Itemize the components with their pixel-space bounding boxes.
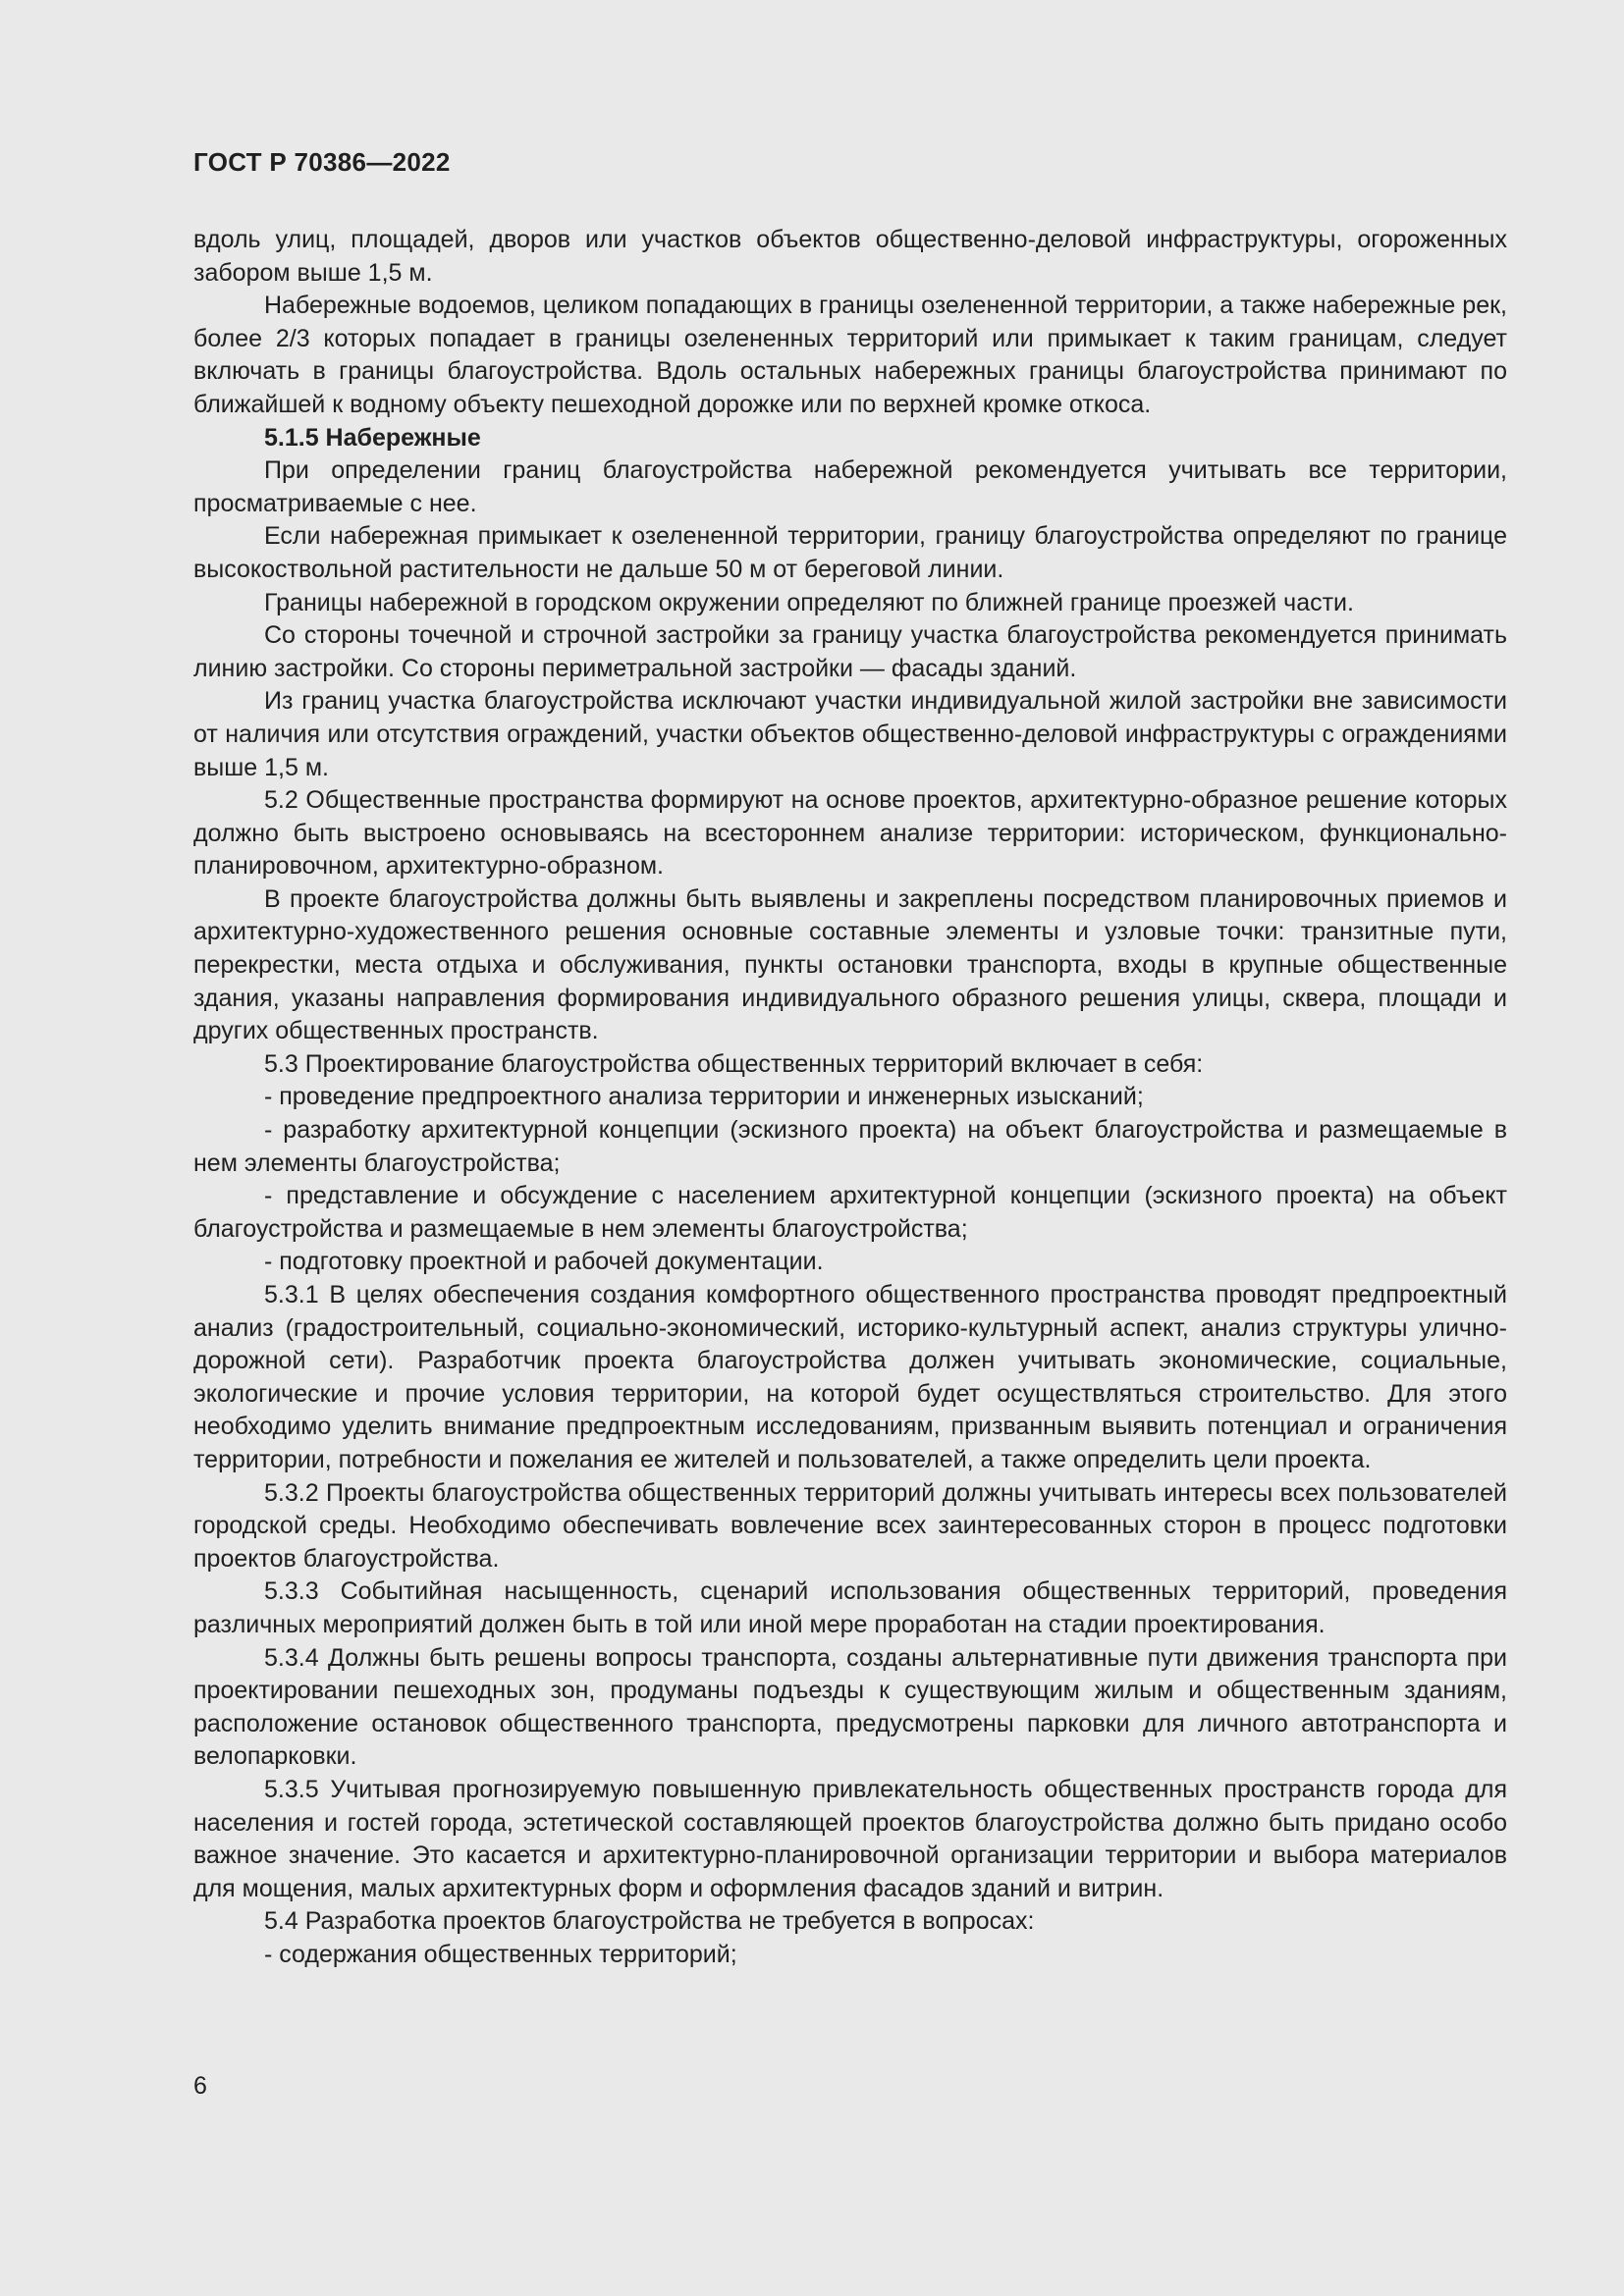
paragraph: 5.3.5 Учитывая прогнозируемую повышенную привлекательность общественных пространств города для населения и гостей города, эстетической составляющей проектов благоустройства должно быть придано особо важное значение. Это касается и архитектурно-планировочной организации территории и выбора материалов для мощения, малых архитектурных форм и оформления фасадов зданий и витрин. <box>193 1775 1507 1902</box>
list-item: - подготовку проектной и рабочей документации. <box>264 1248 824 1276</box>
paragraph: 5.3.3 Событийная насыщенность, сценарий использования общественных территорий, проведения различных мероприятий должен быть в той или иной мере проработан на стадии проектирования. <box>193 1577 1507 1638</box>
paragraph: вдоль улиц, площадей, дворов или участков объектов общественно-деловой инфраструктуры, огороженных забором выше 1,5 м. <box>193 226 1507 287</box>
page-number: 6 <box>193 2072 207 2100</box>
paragraph: 5.3.1 В целях обеспечения создания комфортного общественного пространства проводят предпроектный анализ (градостроительный, социально-экономический, историко-культурный аспект, анализ структуры улично-дорожной сети). Разработчик проекта благоустройства должен учитывать экономические, социальные, экологические и прочие условия территории, на которой будет осуществляться строительство. Для этого необходимо уделить внимание предпроектным исследованиям, призванным выявить потенциал и ограничения территории, потребности и пожелания ее жителей и пользователей, а также определить цели проекта. <box>193 1281 1507 1473</box>
paragraph: 5.3.2 Проекты благоустройства общественных территорий должны учитывать интересы всех пользователей городской среды. Необходимо обеспечивать вовлечение всех заинтересованных сторон в процесс подготовки проектов благоустройства. <box>193 1478 1507 1573</box>
section-heading: 5.1.5 Набережные <box>264 423 481 452</box>
paragraph: 5.2 Общественные пространства формируют на основе проектов, архитектурно-образное решение которых должно быть выстроено основываясь на всестороннем анализе территории: историческом, функционально-планировочном, архитектурно-образном. <box>193 786 1507 881</box>
paragraph: 5.4 Разработка проектов благоустройства не требуется в вопросах: <box>264 1907 1035 1936</box>
paragraph: 5.3 Проектирование благоустройства общественных территорий включает в себя: <box>264 1049 1204 1078</box>
document-body <box>193 224 1507 1971</box>
document-header: ГОСТ Р 70386—2022 <box>193 147 451 177</box>
list-item: - представление и обсуждение с населением архитектурной концепции (эскизного проекта) на объект благоустройства и размещаемые в нем элементы благоустройства; <box>193 1182 1507 1243</box>
paragraph: Если набережная примыкает к озелененной территории, границу благоустройства определяют по границе высокоствольной растительности не дальше 50 м от береговой линии. <box>193 522 1507 583</box>
paragraph: В проекте благоустройства должны быть выявлены и закреплены посредством планировочных приемов и архитектурно-художественного решения основные составные элементы и узловые точки: транзитные пути, перекрестки, места отдыха и обслуживания, пункты остановки транспорта, входы в крупные общественные здания, указаны направления формирования индивидуального образного решения улицы, сквера, площади и других общественных пространств. <box>193 884 1507 1045</box>
paragraph: Со стороны точечной и строчной застройки за границу участка благоустройства рекомендуется принимать линию застройки. Со стороны периметральной застройки — фасады зданий. <box>193 621 1507 682</box>
paragraph: Из границ участка благоустройства исключают участки индивидуальной жилой застройки вне зависимости от наличия или отсутствия ограждений, участки объектов общественно-деловой инфраструктуры с ограждениями выше 1,5 м. <box>193 687 1507 781</box>
list-item: - содержания общественных территорий; <box>264 1940 737 1968</box>
paragraph: Границы набережной в городском окружении определяют по ближней границе проезжей части. <box>264 588 1354 616</box>
list-item: - разработку архитектурной концепции (эскизного проекта) на объект благоустройства и размещаемые в нем элементы благоустройства; <box>193 1116 1507 1177</box>
list-item: - проведение предпроектного анализа территории и инженерных изысканий; <box>264 1083 1144 1111</box>
paragraph: 5.3.4 Должны быть решены вопросы транспорта, созданы альтернативные пути движения транспорта при проектировании пешеходных зон, продуманы подъезды к существующим жилым и общественным зданиям, расположение остановок общественного транспорта, предусмотрены парковки для личного автотранспорта и велопарковки. <box>193 1643 1507 1771</box>
paragraph: При определении границ благоустройства набережной рекомендуется учитывать все территории, просматриваемые с нее. <box>193 456 1507 517</box>
paragraph: Набережные водоемов, целиком попадающих в границы озелененной территории, а также набережные рек, более 2/3 которых попадает в границы озелененных территорий или примыкает к таким границам, следует включать в границы благоустройства. Вдоль остальных набережных границы благоустройства принимают по ближайшей к водному объекту пешеходной дорожке или по верхней кромке откоса. <box>193 292 1507 418</box>
